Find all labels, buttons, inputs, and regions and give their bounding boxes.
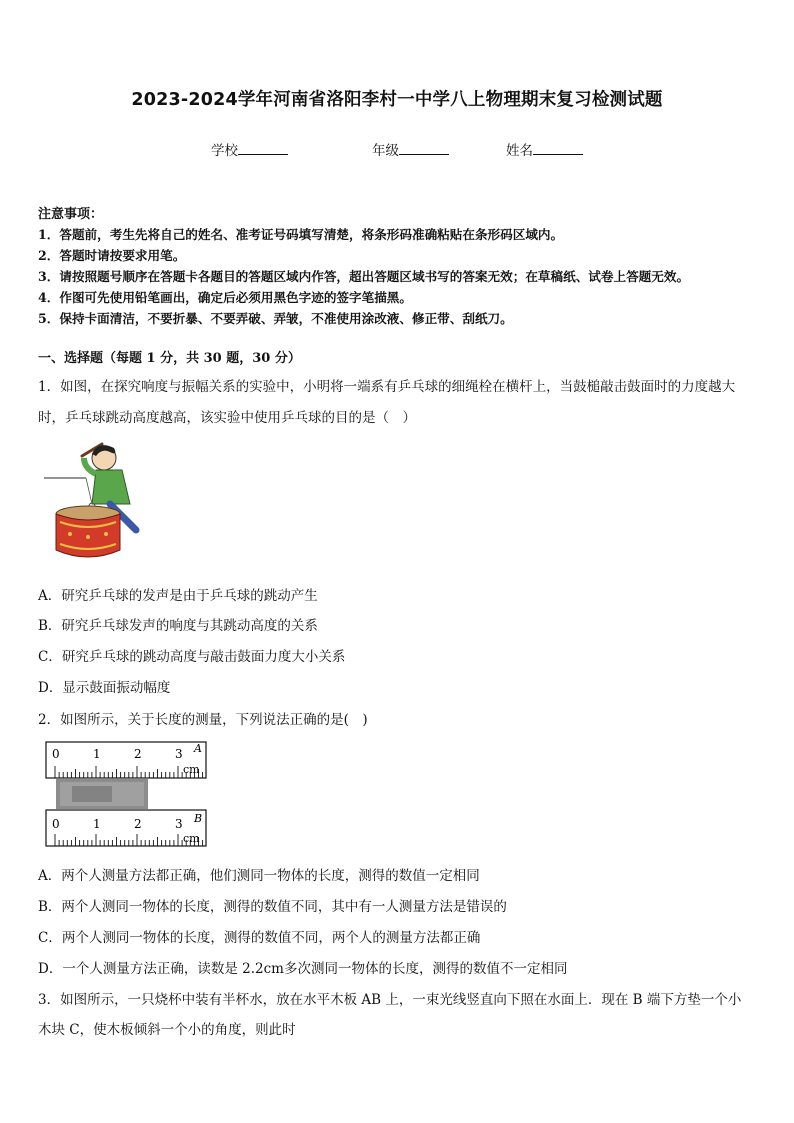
grade-field <box>372 139 449 159</box>
ruler-a-tick-label: 0 <box>52 747 60 761</box>
drum-stud <box>104 532 108 536</box>
ruler-b-label: B <box>194 812 203 825</box>
q1-option-a: A．研究乒乓球的发声是由于乒乓球的跳动产生 <box>38 588 318 604</box>
ruler-b-tick-label: 1 <box>93 817 101 831</box>
q2-stem: 2．如图所示，关于长度的测量，下列说法正确的是( ) <box>38 712 368 728</box>
school-label: 学校 <box>211 143 238 159</box>
ruler-b-unit: cm <box>183 832 200 845</box>
name-field <box>506 139 583 159</box>
q1-stem-line1: 1．如图，在探究响度与振幅关系的实验中，小明将一端系有乒乓球的细绳栓在横杆上，当鼓槌敲击鼓面时的力度越大 <box>38 379 736 395</box>
school-blank[interactable] <box>238 140 288 155</box>
exam-title: 2023-2024学年河南省洛阳李村一中学八上物理期末复习检测试题 <box>131 90 663 110</box>
notice-item: 2．答题时请按要求用笔。 <box>38 248 186 263</box>
notice-heading: 注意事项： <box>38 207 104 222</box>
ruler-a-unit: cm <box>183 763 200 776</box>
notice-item: 4．作图可先使用铅笔画出，确定后必须用黑色字迹的签字笔描黑。 <box>38 290 412 305</box>
q1-option-d: D．显示鼓面振动幅度 <box>38 680 171 696</box>
grade-blank[interactable] <box>399 140 449 155</box>
notice-item: 5．保持卡面清洁，不要折暴、不要弄破、弄皱，不准使用涂改液、修正带、刮纸刀。 <box>38 311 513 326</box>
section-title: 一、选择题（每题 1 分，共 30 题，30 分） <box>38 351 301 366</box>
ruler-a-label: A <box>194 742 202 755</box>
ruler-b-tick-label: 0 <box>52 817 60 831</box>
object-texture <box>72 786 112 802</box>
school-field <box>211 139 288 159</box>
notice-item: 3．请按照题号顺序在答题卡各题目的答题区域内作答，超出答题区域书写的答案无效；在草稿纸、试卷上答题无效。 <box>38 269 690 284</box>
ruler-a-tick-label: 1 <box>93 747 101 761</box>
drum-figure <box>40 438 140 564</box>
q2-option-d: D．一个人测量方法正确，读数是 2.2cm多次测同一物体的长度，测得的数值不一定相同 <box>38 961 568 977</box>
q1-option-b: B．研究乒乓球发声的响度与其跳动高度的关系 <box>38 618 318 634</box>
ruler-b-tick-label: 2 <box>134 817 142 831</box>
rulers-figure <box>42 738 214 850</box>
q2-option-a: A．两个人测量方法都正确，他们测同一物体的长度，测得的数值一定相同 <box>38 868 480 884</box>
drum-stud <box>86 535 90 539</box>
ruler-a-tick-label: 2 <box>134 747 142 761</box>
drum-stud <box>68 532 72 536</box>
q2-option-c: C．两个人测同一物体的长度，测得的数值不同，两个人的测量方法都正确 <box>38 930 481 946</box>
q1-option-c: C．研究乒乓球的跳动高度与敲击鼓面力度大小关系 <box>38 649 346 665</box>
q1-stem-line2: 时，乒乓球跳动高度越高，该实验中使用乒乓球的目的是（ ） <box>38 410 416 426</box>
boy-shirt <box>92 470 130 504</box>
q3-stem-line2: 木块 C，使木板倾斜一个小的角度，则此时 <box>38 1022 296 1038</box>
ruler-a-tick-label: 3 <box>175 747 183 761</box>
ruler-b-tick-label: 3 <box>175 817 183 831</box>
string <box>86 478 92 504</box>
grade-label: 年级 <box>372 143 399 159</box>
q3-stem-line1: 3．如图所示，一只烧杯中装有半杯水，放在水平木板 AB 上，一束光线竖直向下照在水面上．现在 B 端下方垫一个小 <box>38 992 742 1008</box>
notice-item: 1．答题前，考生先将自己的姓名、准考证号码填写清楚，将条形码准确粘贴在条形码区域内。 <box>38 227 564 242</box>
name-label: 姓名 <box>506 143 533 159</box>
name-blank[interactable] <box>533 140 583 155</box>
q2-option-b: B．两个人测同一物体的长度，测得的数值不同，其中有一人测量方法是错误的 <box>38 899 507 915</box>
